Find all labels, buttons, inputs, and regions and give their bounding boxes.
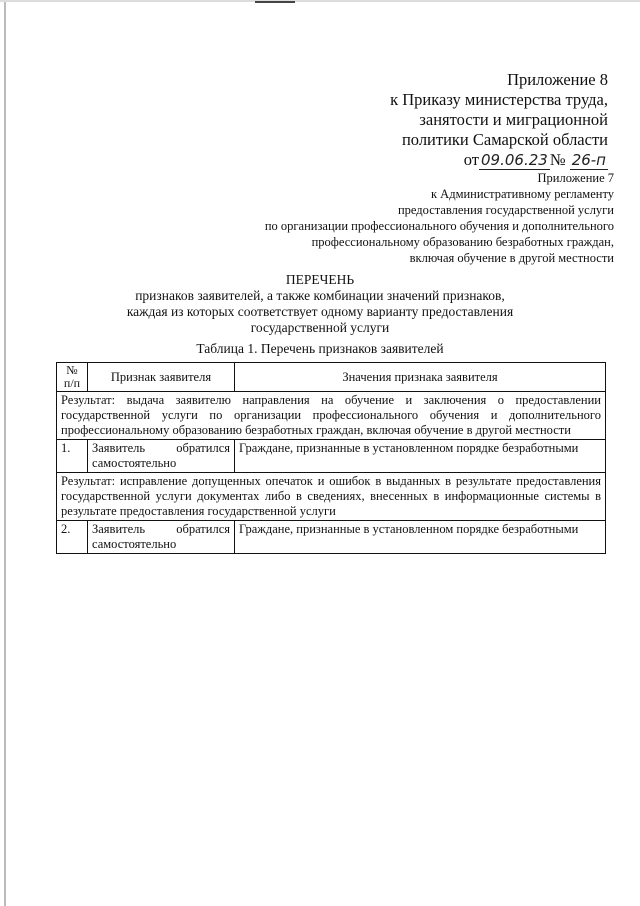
appendix8-block	[390, 70, 608, 170]
table-row	[57, 521, 606, 554]
heading-title: ПЕРЕЧЕНЬ	[285, 272, 355, 287]
table-row	[57, 473, 606, 521]
appendix8-line2: занятости и миграционной	[419, 110, 608, 129]
result-1: Результат: выдача заявителю направления на обучение и заключения о предоставлении государственной услуги по организации профессионального обучения и дополнительного профессиональному образованию безработных граждан, включая обучение в другой местности	[57, 392, 606, 440]
row2-num: 2.	[57, 521, 88, 554]
applicant-signs-table	[56, 362, 606, 554]
appendix7-block	[265, 170, 614, 266]
handwritten-number: 26-п	[571, 151, 606, 169]
header-sign: Признак заявителя	[88, 363, 235, 392]
header-num: № п/п	[57, 363, 88, 392]
table-header-row	[57, 363, 606, 392]
row1-value: Граждане, признанные в установленном порядке безработными	[235, 440, 606, 473]
row2-value: Граждане, признанные в установленном порядке безработными	[235, 521, 606, 554]
appendix7-line3: по организации профессионального обучения и дополнительного	[264, 219, 614, 233]
table-caption: Таблица 1. Перечень признаков заявителей	[196, 341, 444, 356]
appendix7-line1: к Административному регламенту	[430, 187, 614, 201]
heading-line1: признаков заявителей, а также комбинации значений признаков,	[135, 288, 505, 303]
appendix8-title: Приложение 8	[507, 70, 608, 89]
appendix7-line5: включая обучение в другой местности	[409, 251, 614, 265]
row1-num: 1.	[57, 440, 88, 473]
heading-line2: каждая из которых соответствует одному варианту предоставления	[126, 304, 514, 319]
appendix7-title: Приложение 7	[537, 171, 614, 185]
date-prefix: от	[463, 150, 480, 169]
appendix7-line2: предоставления государственной услуги	[397, 203, 614, 217]
header-values: Значения признака заявителя	[235, 363, 606, 392]
number-prefix: №	[549, 150, 566, 169]
scan-edge-left	[4, 0, 6, 906]
table-row	[57, 392, 606, 440]
table-row	[57, 440, 606, 473]
scan-edge-top	[0, 0, 640, 2]
appendix8-line1: к Приказу министерства труда,	[390, 90, 608, 109]
appendix8-line3: политики Самарской области	[401, 130, 608, 149]
handwritten-date: 09.06.23	[481, 151, 548, 169]
result-2: Результат: исправление допущенных опечаток и ошибок в выданных в результате предоставления государственной услуги документах либо в сведениях, внесенных в информационные системы в результате предоставления государственной услуги	[57, 473, 606, 521]
appendix8-date-line	[390, 150, 608, 170]
row1-sign: Заявитель обратился самостоятельно	[88, 440, 235, 473]
appendix7-line4: профессиональному образованию безработных граждан,	[311, 235, 614, 249]
heading-line3: государственной услуги	[250, 320, 390, 335]
row2-sign: Заявитель обратился самостоятельно	[88, 521, 235, 554]
scan-mark	[255, 1, 295, 3]
list-heading	[0, 272, 640, 336]
